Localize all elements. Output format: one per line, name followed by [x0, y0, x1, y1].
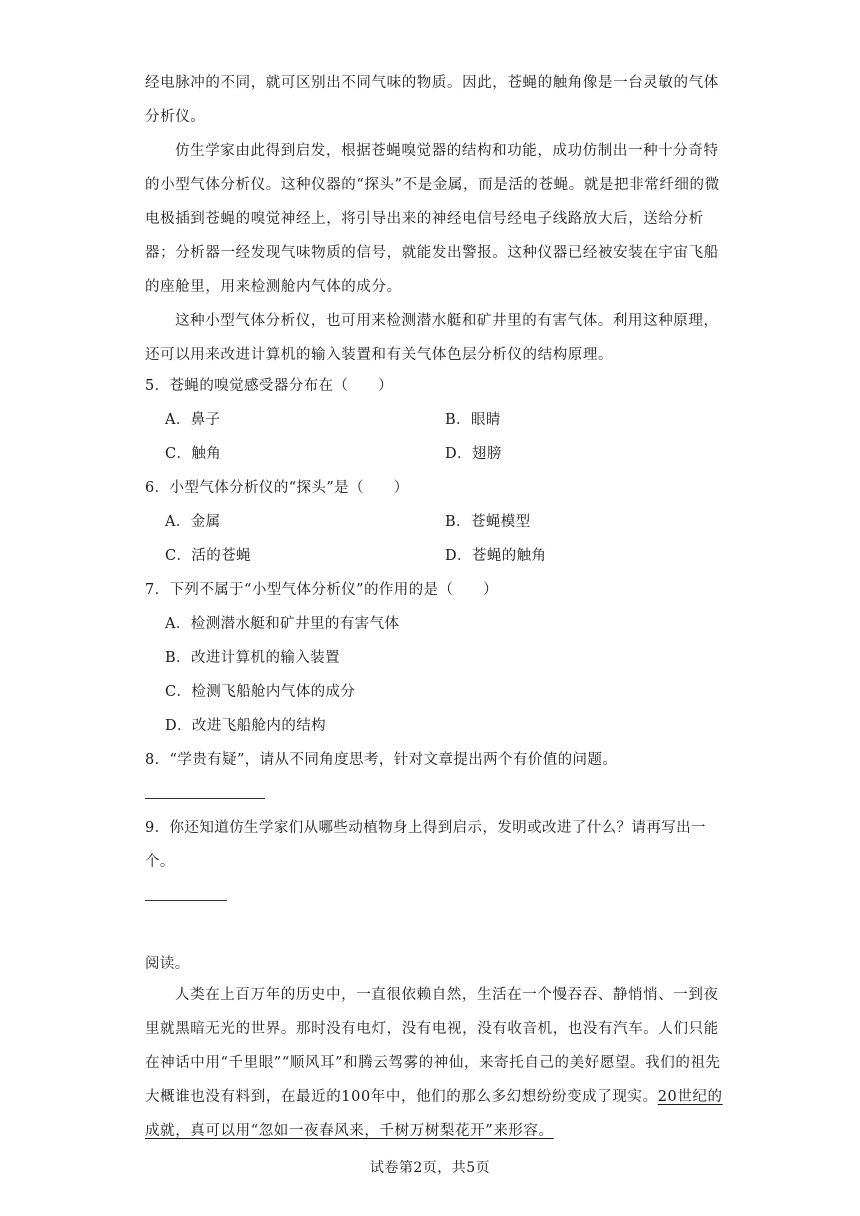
- page-footer: 试卷第2页，共5页: [369, 1160, 491, 1176]
- question-7-option-c[interactable]: C．检测飞船舱内气体的成分: [165, 684, 356, 700]
- question-5-option-c[interactable]: C．触角: [165, 446, 222, 462]
- question-7-stem: 7．下列不属于“小型气体分析仪”的作用的是（ ）: [145, 582, 499, 598]
- passage-paragraph-3: 这种小型气体分析仪，也可用来检测潜水艇和矿井里的有害气体。利用这种原理，还可以用来改进计算机的输入装置和有关气体色层分析仪的结构原理。: [145, 313, 719, 363]
- passage-2-paragraph-1: [145, 978, 725, 1148]
- question-6-stem: 6．小型气体分析仪的“探头”是（ ）: [145, 480, 409, 496]
- passage-paragraph-continued: 经电脉冲的不同，就可区别出不同气味的物质。因此，苍蝇的触角像是一台灵敏的气体分析仪。: [145, 75, 719, 125]
- question-7-option-d[interactable]: D．改进飞船舱内的结构: [165, 718, 327, 734]
- underlined-sentence: 20世纪的成就，真可以用“忽如一夜春风来，千树万树梨花开”来形容。: [145, 1089, 723, 1139]
- question-9-stem-line-1: 9．你还知道仿生学家们从哪些动植物身上得到启示，发明或改进了什么？请再写出一: [145, 820, 706, 836]
- question-5-option-b[interactable]: B．眼睛: [445, 412, 501, 428]
- question-9-answer-line[interactable]: [145, 900, 227, 901]
- question-8-stem: 8．“学贵有疑”，请从不同角度思考，针对文章提出两个有价值的问题。: [145, 752, 618, 768]
- question-8-answer-line[interactable]: [145, 798, 265, 799]
- question-7-option-a[interactable]: A．检测潜水艇和矿井里的有害气体: [165, 616, 400, 632]
- passage-2-paragraph-1-text: 人类在上百万年的历史中，一直很依赖自然，生活在一个慢吞吞、静悄悄、一到夜里就黑暗无光的世界。那时没有电灯，没有电视，没有收音机，也没有汽车。人们只能在神话中用“千里眼”“顺风耳”和腾云驾雾的神仙，来寄托自己的美好愿望。我们的祖先大概谁也没有料到，在最近的100年中，他们的那么多幻想纷纷变成了现实。: [145, 987, 721, 1105]
- question-7-option-b[interactable]: B．改进计算机的输入装置: [165, 650, 340, 666]
- question-6-option-c[interactable]: C．活的苍蝇: [165, 548, 251, 564]
- question-5-option-d[interactable]: D．翅膀: [445, 446, 502, 462]
- question-6-option-d[interactable]: D．苍蝇的触角: [445, 548, 547, 564]
- question-5-option-a[interactable]: A．鼻子: [165, 412, 221, 428]
- question-9-stem-line-2: 个。: [145, 854, 175, 870]
- question-6-option-b[interactable]: B．苍蝇模型: [445, 514, 531, 530]
- reading-heading: 阅读。: [145, 956, 190, 972]
- question-6-option-a[interactable]: A．金属: [165, 514, 221, 530]
- question-5-stem: 5．苍蝇的嗅觉感受器分布在（ ）: [145, 378, 394, 394]
- passage-paragraph-2: 仿生学家由此得到启发，根据苍蝇嗅觉器的结构和功能，成功仿制出一种十分奇特的小型气体分析仪。这种仪器的“探头”不是金属，而是活的苍蝇。就是把非常纤细的微电极插到苍蝇的嗅觉神经上，将引导出来的神经电信号经电子线路放大后，送给分析器；分析器一经发现气味物质的信号，就能发出警报。这种仪器已经被安装在宇宙飞船的座舱里，用来检测舱内气体的成分。: [145, 143, 720, 295]
